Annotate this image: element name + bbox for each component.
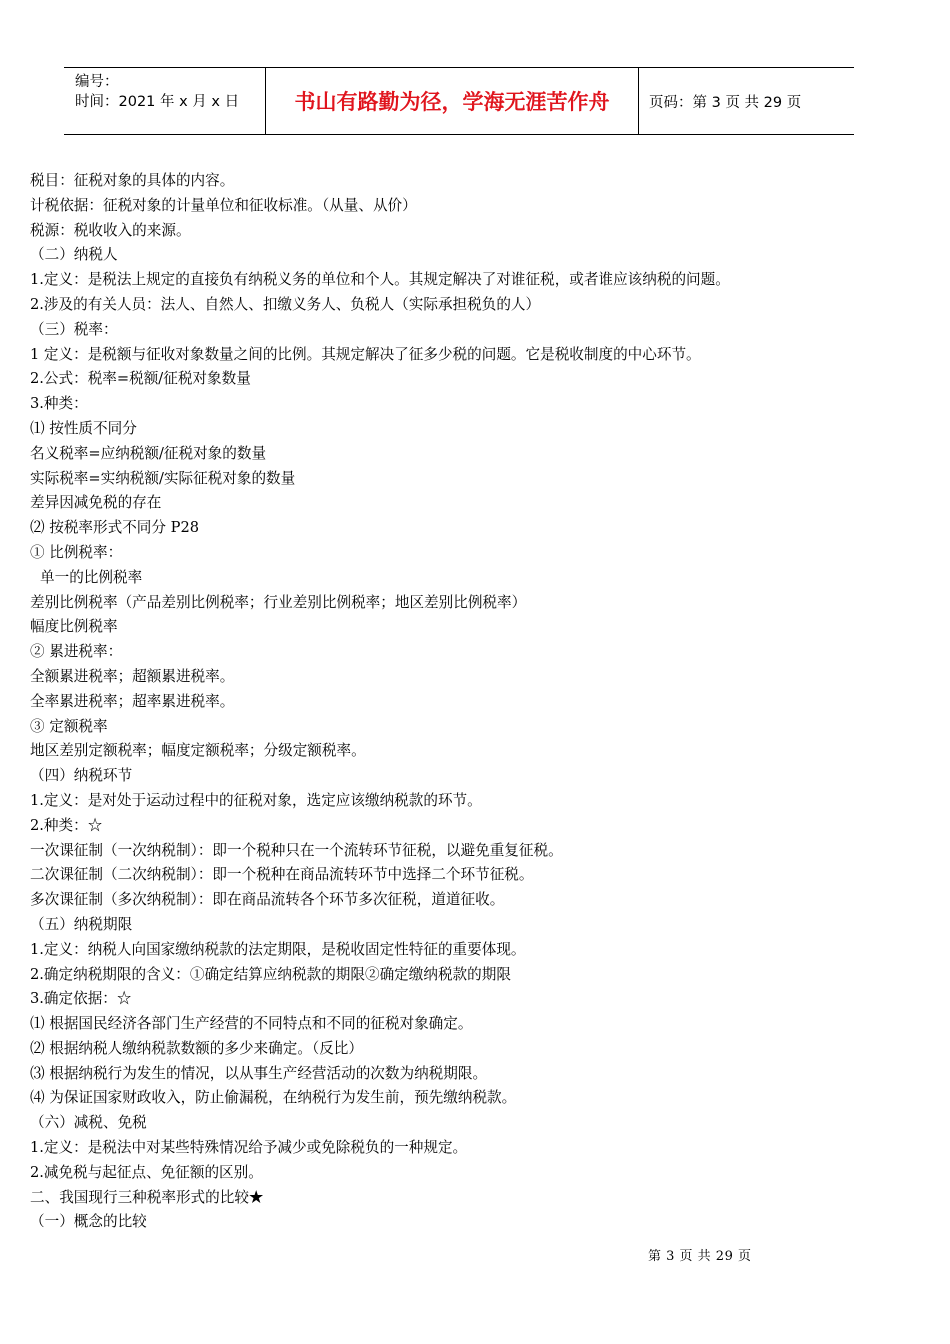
text-line: ⑷ 为保证国家财政收入，防止偷漏税，在纳税行为发生前，预先缴纳税款。 — [30, 1089, 517, 1107]
text-line: 二次课征制（二次纳税制）：即一个税种在商品流转环节中选择二个环节征税。 — [30, 866, 534, 884]
text-line: 地区差别定额税率；幅度定额税率；分级定额税率。 — [30, 742, 366, 760]
text-line: 1.定义：是税法上规定的直接负有纳税义务的单位和个人。其规定解决了对谁征税，或者谁应该纳税的问题。 — [30, 271, 730, 289]
section-heading: 二、我国现行三种税率形式的比较★ — [30, 1188, 264, 1206]
section-heading: （五）纳税期限 — [30, 915, 133, 933]
section-heading: （三）税率： — [30, 320, 118, 338]
section-heading: （一）概念的比较 — [30, 1213, 147, 1231]
text-line: ① 比例税率： — [30, 543, 123, 561]
text-line: 2.确定纳税期限的含义：①确定结算应纳税款的期限②确定缴纳税款的期限 — [30, 965, 511, 983]
header-motto: 书山有路勤为径，学海无涯苦作舟 — [265, 68, 639, 134]
text-line: 2.种类：☆ — [30, 816, 103, 834]
text-line: 差异因减免税的存在 — [30, 494, 162, 512]
text-line: 单一的比例税率 — [40, 568, 143, 586]
text-line: 2.公式：税率=税额/征税对象数量 — [30, 370, 251, 388]
section-heading: （六）减税、免税 — [30, 1114, 147, 1132]
page-header — [64, 67, 854, 135]
text-line: 计税依据：征税对象的计量单位和征收标准。（从量、从价） — [30, 196, 417, 214]
document-number-label: 编号： — [75, 74, 119, 90]
page-footer: 第 3 页 共 29 页 — [648, 1249, 752, 1264]
text-line: 名义税率=应纳税额/征税对象的数量 — [30, 444, 267, 462]
document-body — [30, 169, 920, 1235]
text-line: 多次课征制（多次纳税制）：即在商品流转各个环节多次征税，道道征收。 — [30, 891, 505, 909]
document-time: 时间：2021 年 x 月 x 日 — [75, 94, 240, 110]
text-line: 2.减免税与起征点、免征额的区别。 — [30, 1163, 263, 1181]
text-line: 差别比例税率（产品差别比例税率；行业差别比例税率；地区差别比例税率） — [30, 593, 527, 611]
text-line: ⑴ 根据国民经济各部门生产经营的不同特点和不同的征税对象确定。 — [30, 1015, 473, 1033]
text-line: 1.定义：纳税人向国家缴纳税款的法定期限，是税收固定性特征的重要体现。 — [30, 940, 526, 958]
section-heading: （二）纳税人 — [30, 246, 118, 264]
text-line: ⑵ 按税率形式不同分 P28 — [30, 519, 200, 537]
section-heading: （四）纳税环节 — [30, 767, 133, 785]
text-line: 2.涉及的有关人员：法人、自然人、扣缴义务人、负税人（实际承担税负的人） — [30, 295, 541, 313]
text-line: 税源：税收收入的来源。 — [30, 221, 191, 239]
text-line: 全额累进税率；超额累进税率。 — [30, 667, 235, 685]
text-line: ② 累进税率： — [30, 643, 123, 661]
header-page-info: 页码：第 3 页 共 29 页 — [649, 94, 802, 111]
text-line: 幅度比例税率 — [30, 618, 118, 636]
text-line: ⑴ 按性质不同分 — [30, 419, 137, 437]
text-line: ⑵ 根据纳税人缴纳税款数额的多少来确定。（反比） — [30, 1039, 363, 1057]
text-line: 实际税率=实纳税额/实际征税对象的数量 — [30, 469, 296, 487]
text-line: ⑶ 根据纳税行为发生的情况，以从事生产经营活动的次数为纳税期限。 — [30, 1064, 488, 1082]
text-line: 1 定义：是税额与征收对象数量之间的比例。其规定解决了征多少税的问题。它是税收制度的中心环节。 — [30, 345, 701, 363]
text-line: 3.种类： — [30, 395, 88, 413]
header-meta — [64, 68, 265, 134]
text-line: 3.确定依据：☆ — [30, 990, 132, 1008]
text-line: 1.定义：是对处于运动过程中的征税对象，选定应该缴纳税款的环节。 — [30, 791, 482, 809]
text-line: 全率累进税率；超率累进税率。 — [30, 692, 235, 710]
text-line: ③ 定额税率 — [30, 717, 108, 735]
text-line: 税目：征税对象的具体的内容。 — [30, 172, 235, 189]
text-line: 1.定义：是税法中对某些特殊情况给予减少或免除税负的一种规定。 — [30, 1139, 468, 1157]
text-line: 一次课征制（一次纳税制）：即一个税种只在一个流转环节征税，以避免重复征税。 — [30, 841, 563, 859]
